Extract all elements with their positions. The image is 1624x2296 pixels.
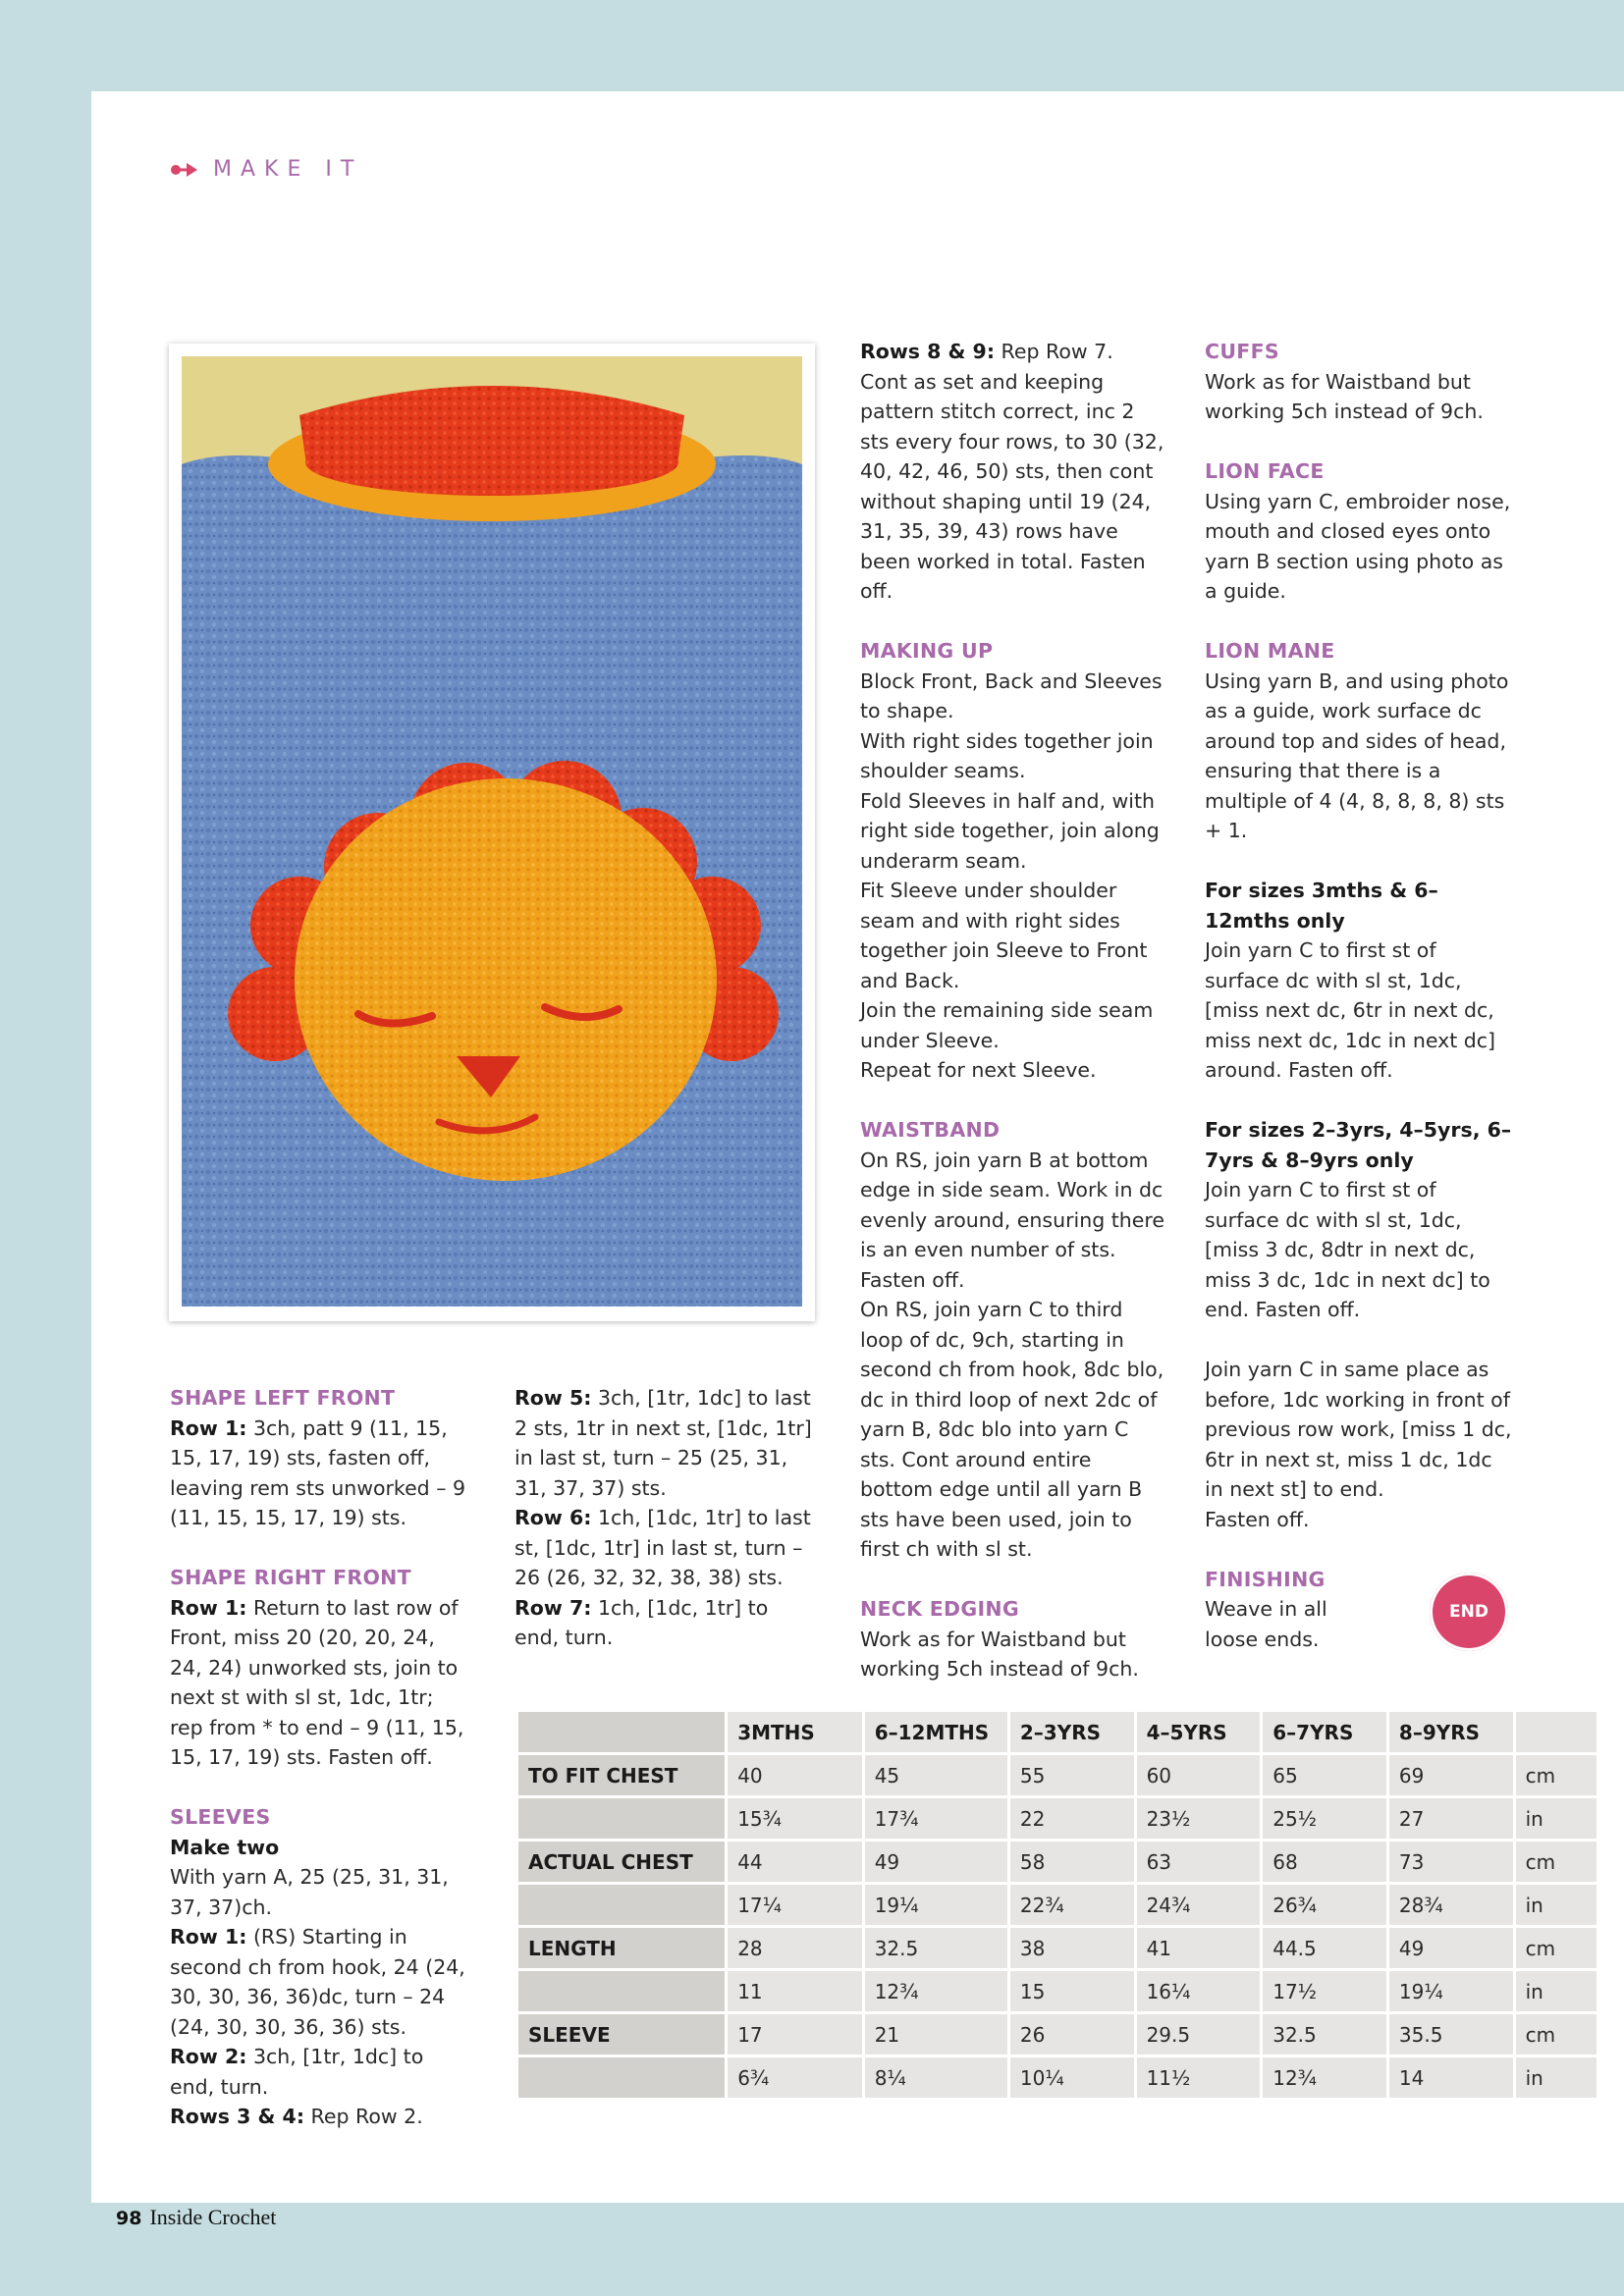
table-cell: 32.5 [865,1928,1007,1968]
table-cell: 29.5 [1137,2014,1261,2055]
row-label: Row 6: [514,1506,592,1529]
paragraph: Cont as set and keeping pattern stitch correct, inc 2 sts every four rows, to 30 (32, 40, 42, 46, 50) sts, then cont without shaping until 19 (24, 31, 35, 39, 43) rows have been worked in total. Fasten off. [860,369,1164,603]
heading-sleeves: SLEEVES [170,1805,271,1829]
table-header-row [518,1712,1597,1752]
table-cell: cm [1516,1842,1597,1882]
section-header [170,157,362,182]
table-cell: 40 [728,1755,862,1795]
row-text: 1ch, [1dc, 1tr] to end, turn. [514,1595,769,1649]
table-row-label [518,1885,725,1925]
paragraph: Fold Sleeves in half and, with right side together, join along underarm seam. [860,788,1160,873]
table-row-label: ACTUAL CHEST [518,1842,725,1882]
paragraph [170,1593,469,1773]
table-cell: 28¾ [1389,1885,1513,1925]
paragraph [170,1414,469,1533]
table-cell: 27 [1389,1798,1513,1839]
paragraph [514,1383,814,1503]
column-3 [860,337,1169,1684]
row-text: 1ch, [1dc, 1tr] to last st, [1dc, 1tr] in last st, turn – 26 (26, 32, 32, 38, 38) sts. [514,1506,811,1589]
heading-cuffs: CUFFS [1205,340,1279,363]
table-header-cell [1516,1712,1597,1752]
photo-frame [169,344,815,1321]
subheading: Make two [170,1835,280,1859]
table-row-label [518,2057,725,2098]
table-cell: 17½ [1263,1971,1386,2011]
table-cell: 14 [1389,2057,1513,2098]
table-cell: 17¼ [728,1885,862,1925]
row-label: Rows 3 & 4: [170,2105,305,2128]
paragraph: Join yarn C to first st of surface dc with sl st, 1dc, [miss next dc, 6tr in next dc, miss next dc, 1dc in next dc] around. Fasten off. [1205,938,1496,1082]
table-cell: cm [1516,1755,1597,1795]
heading-shape-left-front: SHAPE LEFT FRONT [170,1386,396,1410]
table-row [518,1885,1597,1925]
table-header-cell: 8–9YRS [1389,1712,1513,1752]
table-cell: 8¼ [865,2057,1007,2098]
paragraph: Fit Sleeve under shoulder seam and with right sides together join Sleeve to Front and Back. [860,879,1148,992]
table-cell: 23½ [1137,1798,1261,1839]
row-text: 3ch, [1tr, 1dc] to end, turn. [170,2045,424,2099]
table-row [518,2057,1597,2098]
subheading-sizes-b: For sizes 2–3yrs, 4–5yrs, 6–7yrs & 8–9yrs only [1205,1118,1512,1172]
table-cell: 26 [1010,2014,1134,2055]
row-label: Row 2: [170,2045,247,2068]
column-1 [170,1383,469,2132]
table-cell: 60 [1137,1755,1261,1795]
paragraph: Work as for Waistband but working 5ch instead of 9ch. [1205,369,1484,423]
paragraph [170,2042,469,2102]
table-cell: 16¼ [1137,1971,1261,2011]
row-label: Row 1: [170,1415,247,1440]
table-row-label: TO FIT CHEST [518,1755,725,1795]
page [91,91,1624,2203]
end-badge: END [1430,1573,1508,1651]
table-cell: 6¾ [728,2057,862,2098]
table-cell: 26¾ [1263,1885,1386,1925]
table-header-cell: 6–12MTHS [865,1712,1007,1752]
table-cell: 44.5 [1263,1928,1386,1968]
table-cell: 21 [865,2014,1007,2055]
row-text: Return to last row of Front, miss 20 (20, 20, 24, 24, 24) unworked sts, join to next st with sl st, 1dc, 1tr; rep from * to end – 9 (11, 15, 15, 17, 19) sts. Fasten off. [170,1595,464,1769]
table-row [518,1755,1597,1795]
table-row-label [518,1798,725,1839]
paragraph: On RS, join yarn C to third loop of dc, 9ch, starting in second ch from hook, 8dc blo, dc in third loop of next 2dc of yarn B, 8dc blo into yarn C sts. Cont around entire bottom edge until all yarn B sts have been used, join to first ch with sl st. [860,1298,1164,1561]
paragraph: Repeat for next Sleeve. [860,1058,1097,1082]
paragraph: Weave in all loose ends. [1205,1597,1327,1651]
paragraph: Using yarn C, embroider nose, mouth and closed eyes onto yarn B section using photo as a guide. [1205,489,1511,603]
paragraph: With right sides together join shoulder seams. [860,728,1154,782]
paragraph: On RS, join yarn B at bottom edge in side seam. Work in dc evenly around, ensuring there is an even number of sts. Fasten off. [860,1148,1164,1292]
section-label: MAKE IT [213,157,363,182]
table-cell: 17¾ [865,1798,1007,1839]
table-header-cell [518,1712,725,1752]
paragraph: Join the remaining side seam under Sleeve. [860,998,1154,1052]
crochet-lion-jumper-photo [182,356,802,1307]
arrow-icon [170,162,199,178]
table-cell: 15¾ [728,1798,862,1839]
table-cell: 58 [1010,1842,1134,1882]
row-label: Row 1: [170,1925,247,1949]
table-cell: 49 [865,1842,1007,1882]
table-cell: 69 [1389,1755,1513,1795]
table-row [518,2014,1597,2055]
table-header-cell: 2–3YRS [1010,1712,1134,1752]
table-cell: 12¾ [1263,2057,1386,2098]
heading-waistband: WAISTBAND [860,1118,1001,1142]
row-text: Rep Row 2. [304,2105,423,2128]
row-label: Row 1: [170,1595,247,1620]
paragraph: Block Front, Back and Sleeves to shape. [860,668,1163,722]
table-row [518,1842,1597,1882]
magazine-title: Inside Crochet [149,2205,277,2229]
table-cell: 19¼ [865,1885,1007,1925]
table-cell: 55 [1010,1755,1134,1795]
table-row [518,1971,1597,2011]
paragraph [170,2102,469,2132]
table-cell: in [1516,1971,1597,2011]
heading-finishing: FINISHING [1205,1567,1326,1591]
table-cell: 11 [728,1971,862,2011]
table-row-label [518,1971,725,2011]
table-cell: 11½ [1137,2057,1261,2098]
heading-neck-edging: NECK EDGING [860,1597,1019,1621]
table-row-label: SLEEVE [518,2014,725,2055]
paragraph: Join yarn C in same place as before, 1dc working in front of previous row work, [miss 1 dc, 6tr in next st, miss 1 dc, 1dc in next st] to end. [1205,1358,1512,1501]
column-2 [514,1383,814,1653]
column-4 [1205,337,1514,1654]
table-cell: 15 [1010,1971,1134,2011]
table-cell: 19¼ [1389,1971,1513,2011]
heading-lion-mane: LION MANE [1205,639,1335,663]
table-cell: 41 [1137,1928,1261,1968]
paragraph: Work as for Waistband but working 5ch instead of 9ch. [860,1627,1139,1681]
table-cell: 45 [865,1755,1007,1795]
paragraph: With yarn A, 25 (25, 31, 31, 37, 37)ch. [170,1865,449,1919]
table-cell: 28 [728,1928,862,1968]
paragraph [170,1922,469,2042]
table-cell: 68 [1263,1842,1386,1882]
page-footer [116,2205,276,2230]
heading-making-up: MAKING UP [860,639,994,663]
table-cell: in [1516,2057,1597,2098]
paragraph [514,1503,814,1593]
table-row [518,1798,1597,1839]
table-cell: 35.5 [1389,2014,1513,2055]
heading-shape-right-front: SHAPE RIGHT FRONT [170,1566,411,1589]
table-cell: 22 [1010,1798,1134,1839]
row-text: (RS) Starting in second ch from hook, 24 (24, 30, 30, 36, 36)dc, turn – 24 (24, 30, 30, 36, 36) sts. [170,1925,465,2039]
table-cell: in [1516,1798,1597,1839]
table-row [518,1928,1597,1968]
paragraph [514,1593,814,1653]
table-cell: cm [1516,1928,1597,1968]
paragraph: Using yarn B, and using photo as a guide, work surface dc around top and sides of head, ensuring that there is a multiple of 4 (4, 8, 8, 8, 8) sts + 1. [1205,668,1509,842]
row-text: Rep Row 7. [995,340,1113,363]
row-label: Rows 8 & 9: [860,340,996,363]
table-header-cell: 6–7YRS [1263,1712,1386,1752]
table-cell: 25½ [1263,1798,1386,1839]
table-cell: 73 [1389,1842,1513,1882]
subheading-sizes-a: For sizes 3mths & 6–12mths only [1205,879,1438,933]
paragraph [860,337,1169,367]
table-cell: 24¾ [1137,1885,1261,1925]
table-cell: 65 [1263,1755,1386,1795]
table-cell: 38 [1010,1928,1134,1968]
table-row-label: LENGTH [518,1928,725,1968]
paragraph: Fasten off. [1205,1507,1310,1531]
table-cell: 17 [728,2014,862,2055]
table-cell: 32.5 [1263,2014,1386,2055]
row-label: Row 7: [514,1595,592,1620]
heading-lion-face: LION FACE [1205,459,1325,483]
table-cell: 44 [728,1842,862,1882]
table-header-cell: 4–5YRS [1137,1712,1261,1752]
table-cell: 12¾ [865,1971,1007,2011]
row-text: 3ch, [1tr, 1dc] to last 2 sts, 1tr in next st, [1dc, 1tr] in last st, turn – 25 (25, 31, 31, 37, 37) sts. [514,1386,812,1500]
table-cell: in [1516,1885,1597,1925]
table-cell: 63 [1137,1842,1261,1882]
size-table [515,1709,1599,2101]
row-label: Row 5: [514,1386,592,1410]
row-text: 3ch, patt 9 (11, 15, 15, 17, 19) sts, fasten off, leaving rem sts unworked – 9 (11, 15, 15, 17, 19) sts. [170,1415,466,1529]
table-header-cell: 3MTHS [728,1712,862,1752]
page-number: 98 [116,2208,142,2229]
table-cell: 10¼ [1010,2057,1134,2098]
paragraph: Join yarn C to first st of surface dc with sl st, 1dc, [miss 3 dc, 8dtr in next dc, miss 3 dc, 1dc in next dc] to end. Fasten off. [1205,1178,1490,1321]
table-cell: 49 [1389,1928,1513,1968]
table-cell: cm [1516,2014,1597,2055]
table-cell: 22¾ [1010,1885,1134,1925]
